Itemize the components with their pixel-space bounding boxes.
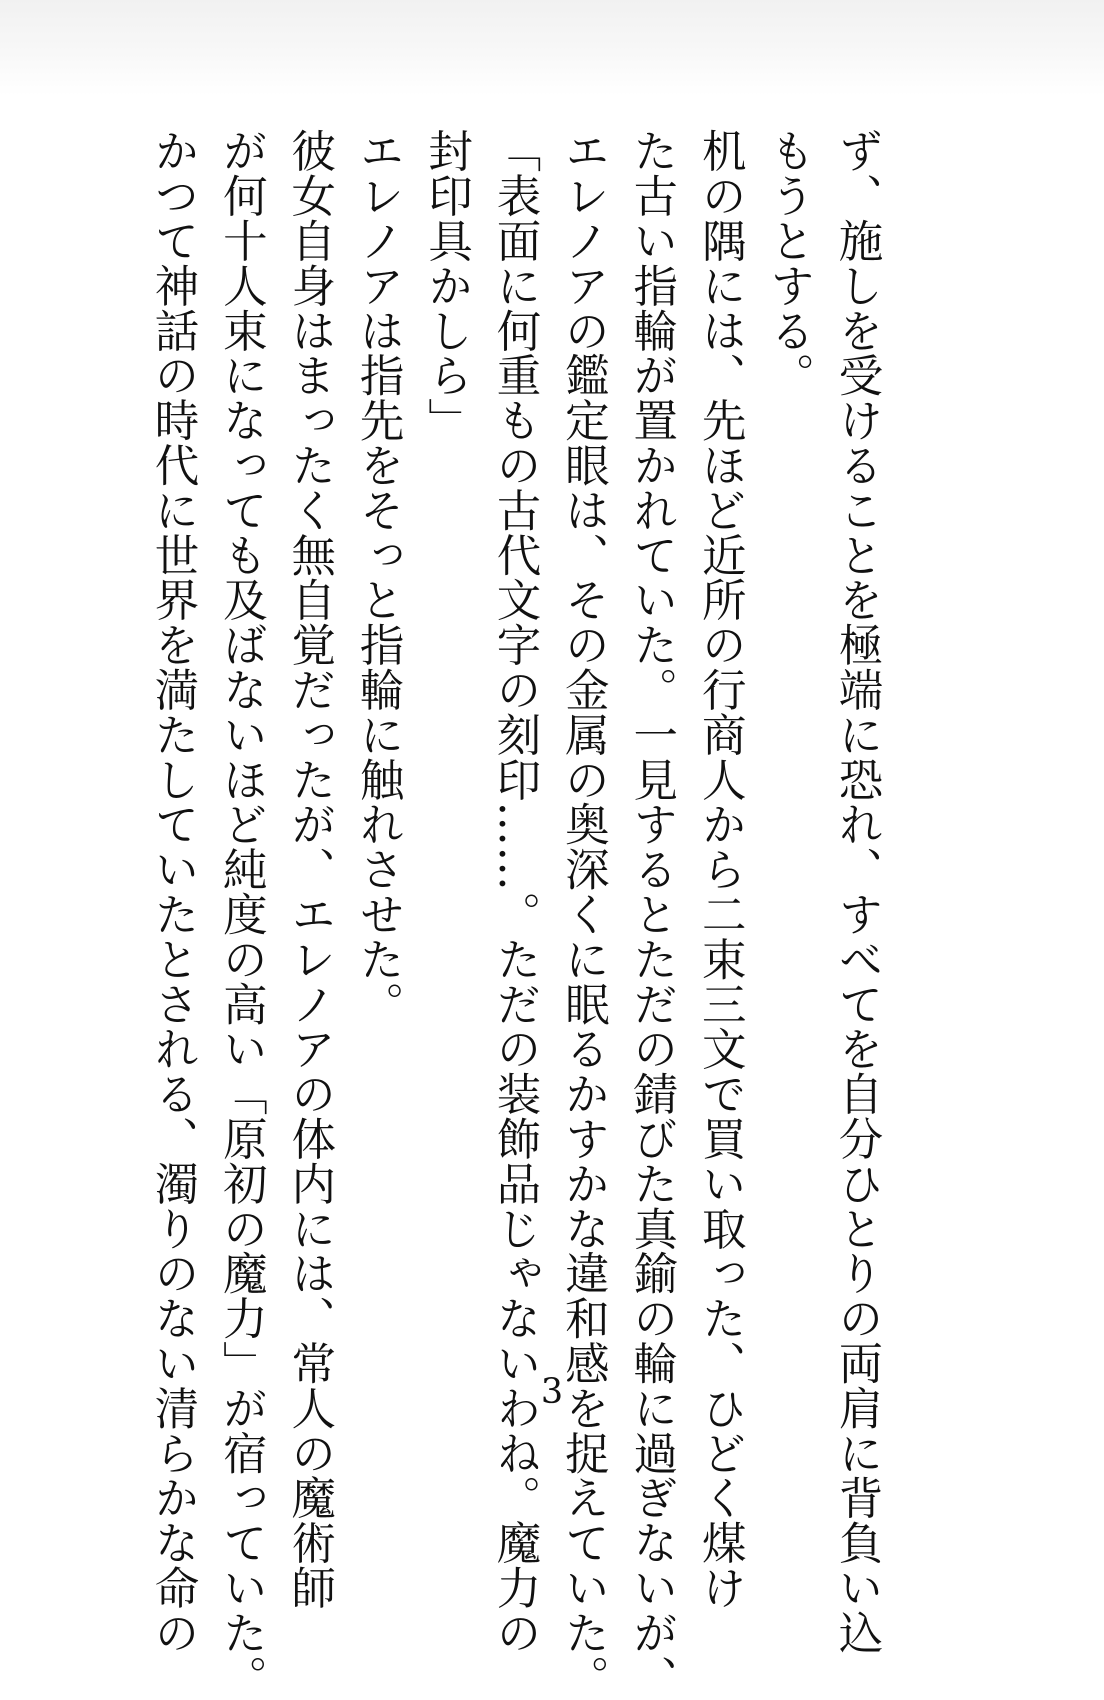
text-line: エレノアは指先をそっと指輪に触れさせた。 [352, 128, 404, 1026]
text-line: かつて神話の時代に世界を満たしていたとされる、濁りのない清らかな命の [146, 128, 198, 1655]
top-shade [0, 0, 1104, 96]
page-text [146, 128, 890, 1700]
text-line: もうとする。 [762, 128, 814, 398]
page-number: 3 [540, 1372, 564, 1412]
text-line: 「表面に何重もの古代文字の刻印……。ただの装飾品じゃないわね。魔力の [488, 128, 540, 1655]
text-line: 机の隅には、先ほど近所の行商人から二束三文で買い取った、ひどく煤け [694, 128, 746, 1610]
text-line: 封印具かしら」 [420, 128, 472, 443]
text-line: エレノアの鑑定眼は、その金属の奥深くに眠るかすかな違和感を捉えていた。 [557, 128, 609, 1700]
text-line: た古い指輪が置かれていた。一見するとただの錆びた真鍮の輪に過ぎないが、 [625, 128, 677, 1700]
text-line: が何十人束になっても及ばないほど純度の高い「原初の魔力」が宿っていた。 [215, 128, 267, 1700]
text-line: 彼女自身はまったく無自覚だったが、エレノアの体内には、常人の魔術師 [283, 128, 335, 1610]
text-line: ず、施しを受けることを極端に恐れ、すべてを自分ひとりの両肩に背負い込 [831, 128, 882, 1655]
